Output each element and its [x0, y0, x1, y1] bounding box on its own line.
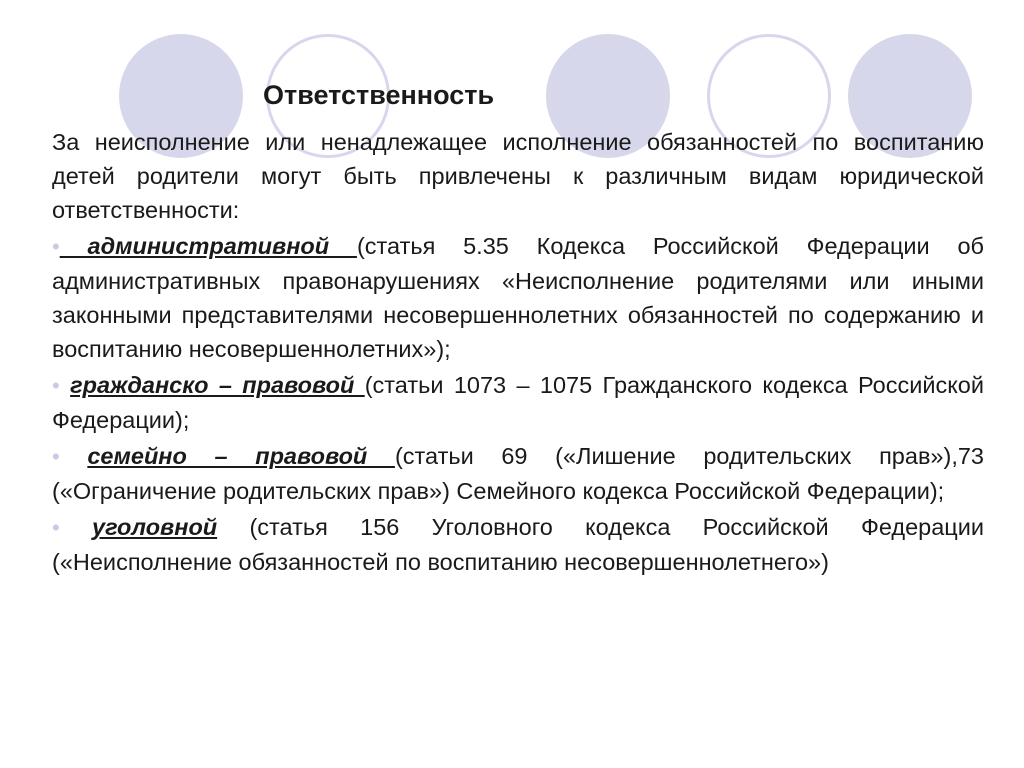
item-text-family: (статьи 69 («Лишение родительских прав»),73 («Ограничение родительских прав») Семейного кодекса Российской Федерации); — [52, 443, 984, 504]
list-item-family — [52, 439, 984, 508]
slide-content — [52, 125, 984, 579]
bullet-icon: • — [52, 444, 60, 469]
item-text-administrative: (статья 5.35 Кодекса Российской Федерации об административных правонарушениях «Неисполнение родителями или иными законными представителями несовершеннолетних обязанностей по содержанию и воспитанию несовершеннолетних»); — [52, 233, 984, 362]
item-text-criminal: (статья 156 Уголовного кодекса Российской Федерации («Неисполнение обязанностей по воспитанию несовершеннолетнего») — [52, 514, 985, 575]
bullet-icon: • — [52, 373, 60, 398]
list-item-administrative — [52, 229, 984, 366]
term-criminal: уголовной — [92, 514, 218, 540]
list-item-civil — [52, 368, 984, 437]
bullet-icon: • — [52, 515, 60, 540]
item-text-civil: (статьи 1073 – 1075 Гражданского кодекса Российской Федерации); — [52, 372, 984, 433]
list-item-criminal — [52, 510, 984, 579]
term-family: семейно – правовой — [87, 443, 395, 469]
bullet-icon: • — [52, 234, 60, 259]
term-administrative: административной — [59, 233, 357, 259]
term-civil: гражданско – правовой — [70, 372, 365, 398]
intro-paragraph: За неисполнение или ненадлежащее исполнение обязанностей по воспитанию детей родители могут быть привлечены к различным видам юридической ответственности: — [52, 129, 984, 223]
slide-title: Ответственность — [263, 80, 495, 110]
